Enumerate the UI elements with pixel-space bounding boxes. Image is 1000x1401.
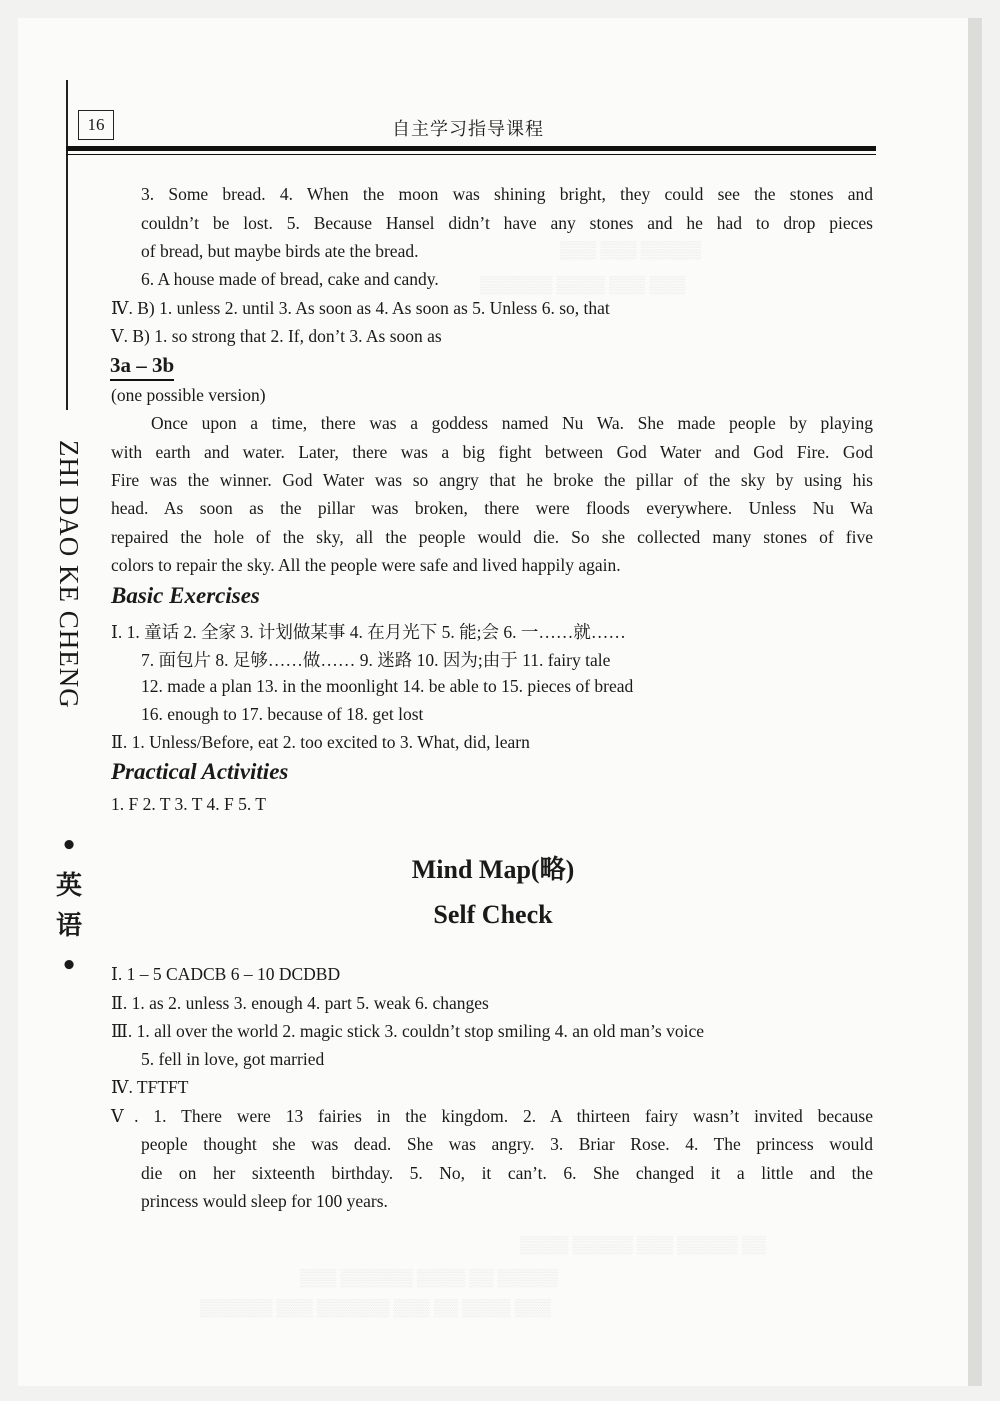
heading-practical-activities: Practical Activities [111, 759, 289, 784]
self-check-line: 5. fell in love, got married [141, 1049, 325, 1069]
paragraph-line: head. As soon as the pillar was broken, there were floods everywhere. Unless Nu Wa [111, 498, 873, 518]
self-check-line: Ⅰ. 1 – 5 CADCB 6 – 10 DCDBD [111, 964, 341, 984]
side-bullet: • [60, 951, 78, 981]
self-check-title: Self Check [433, 900, 553, 929]
exercise-line: 16. enough to 17. because of 18. get lost [141, 704, 424, 724]
bleed-through: ▒▒▒▒▒▒ ▒▒▒▒ ▒▒▒ ▒▒▒ [480, 275, 686, 294]
heading-basic-exercises: Basic Exercises [111, 583, 260, 608]
bleed-through: ▒▒▒ ▒▒▒▒▒▒ ▒▒▒▒ ▒▒ ▒▒▒▒▒ [300, 1268, 558, 1287]
paragraph-line: Once upon a time, there was a goddess named Nu Wa. She made people by playing [151, 413, 873, 433]
course-title: 自主学习指导课程 [392, 119, 544, 140]
answer-line: Ⅴ. B) 1. so strong that 2. If, don’t 3. As soon as [111, 326, 442, 346]
self-check-line: people thought she was dead. She was angry. 3. Briar Rose. 4. The princess would [141, 1134, 873, 1154]
margin-line [66, 80, 68, 410]
paragraph-line: with earth and water. Later, there was a big fight between God Water and God Fire. God [111, 442, 873, 462]
paragraph-line: colors to repair the sky. All the people were safe and lived happily again. [111, 555, 621, 575]
exercise-line: 12. made a plan 13. in the moonlight 14. be able to 15. pieces of bread [141, 676, 634, 696]
exercise-line: Ⅰ. 1. 童话 2. 全家 3. 计划做某事 4. 在月光下 5. 能;会 6. 一……就…… [111, 622, 626, 642]
bleed-through: ▒▒▒▒▒▒ ▒▒▒ ▒▒▒▒▒▒ ▒▒▒ ▒▒ ▒▒▒▒ ▒▒▒ [200, 1298, 551, 1317]
side-subject-char: 英 [55, 871, 82, 901]
exercise-line: 7. 面包片 8. 足够……做…… 9. 迷路 10. 因为;由于 11. fairy tale [141, 650, 611, 670]
side-subject-char: 语 [55, 911, 82, 941]
side-title: ZHI DAO KE CHENG [54, 440, 84, 709]
answer-line: of bread, but maybe birds ate the bread. [141, 241, 419, 261]
exercise-line: Ⅱ. 1. Unless/Before, eat 2. too excited to 3. What, did, learn [111, 732, 530, 752]
answer-line: Ⅳ. B) 1. unless 2. until 3. As soon as 4. As soon as 5. Unless 6. so, that [111, 298, 610, 318]
section-title-3a: 3a – 3b [110, 353, 175, 377]
mind-map-title: Mind Map(略) [411, 855, 575, 884]
self-check-line: Ⅱ. 1. as 2. unless 3. enough 4. part 5. weak 6. changes [111, 993, 489, 1013]
self-check-line: Ⅲ. 1. all over the world 2. magic stick 3. couldn’t stop smiling 4. an old man’s voice [111, 1021, 704, 1041]
header-rule-thin [66, 154, 876, 155]
practical-answers: 1. F 2. T 3. T 4. F 5. T [111, 794, 266, 814]
self-check-line: princess would sleep for 100 years. [141, 1191, 388, 1211]
self-check-line: Ⅴ. 1. There were 13 fairies in the kingdom. 2. A thirteen fairy wasn’t invited because [111, 1106, 873, 1126]
self-check-line: Ⅳ. TFTFT [111, 1077, 189, 1097]
paragraph-line: Fire was the winner. God Water was so angry that he broke the pillar of the sky by using his [111, 470, 873, 490]
page-number: 16 [78, 110, 114, 140]
answer-line: 3. Some bread. 4. When the moon was shining bright, they could see the stones and [141, 184, 873, 204]
self-check-line: die on her sixteenth birthday. 5. No, it can’t. 6. She changed it a little and the [141, 1163, 873, 1183]
answer-line: couldn’t be lost. 5. Because Hansel didn’t have any stones and he had to drop pieces [141, 213, 873, 233]
answer-line: 6. A house made of bread, cake and candy. [141, 269, 439, 289]
bleed-through: ▒▒▒▒ ▒▒▒▒▒ ▒▒▒ ▒▒▒▒▒ ▒▒ [520, 1235, 766, 1254]
page-edge [968, 18, 982, 1386]
side-bullet: • [60, 831, 78, 861]
section-note: (one possible version) [111, 385, 266, 405]
bleed-through: ▒▒▒ ▒▒▒ ▒▒▒▒▒ [560, 240, 701, 259]
header-rule [66, 146, 876, 151]
paragraph-line: repaired the hole of the sky, all the people would die. So she collected many stones of five [111, 527, 873, 547]
